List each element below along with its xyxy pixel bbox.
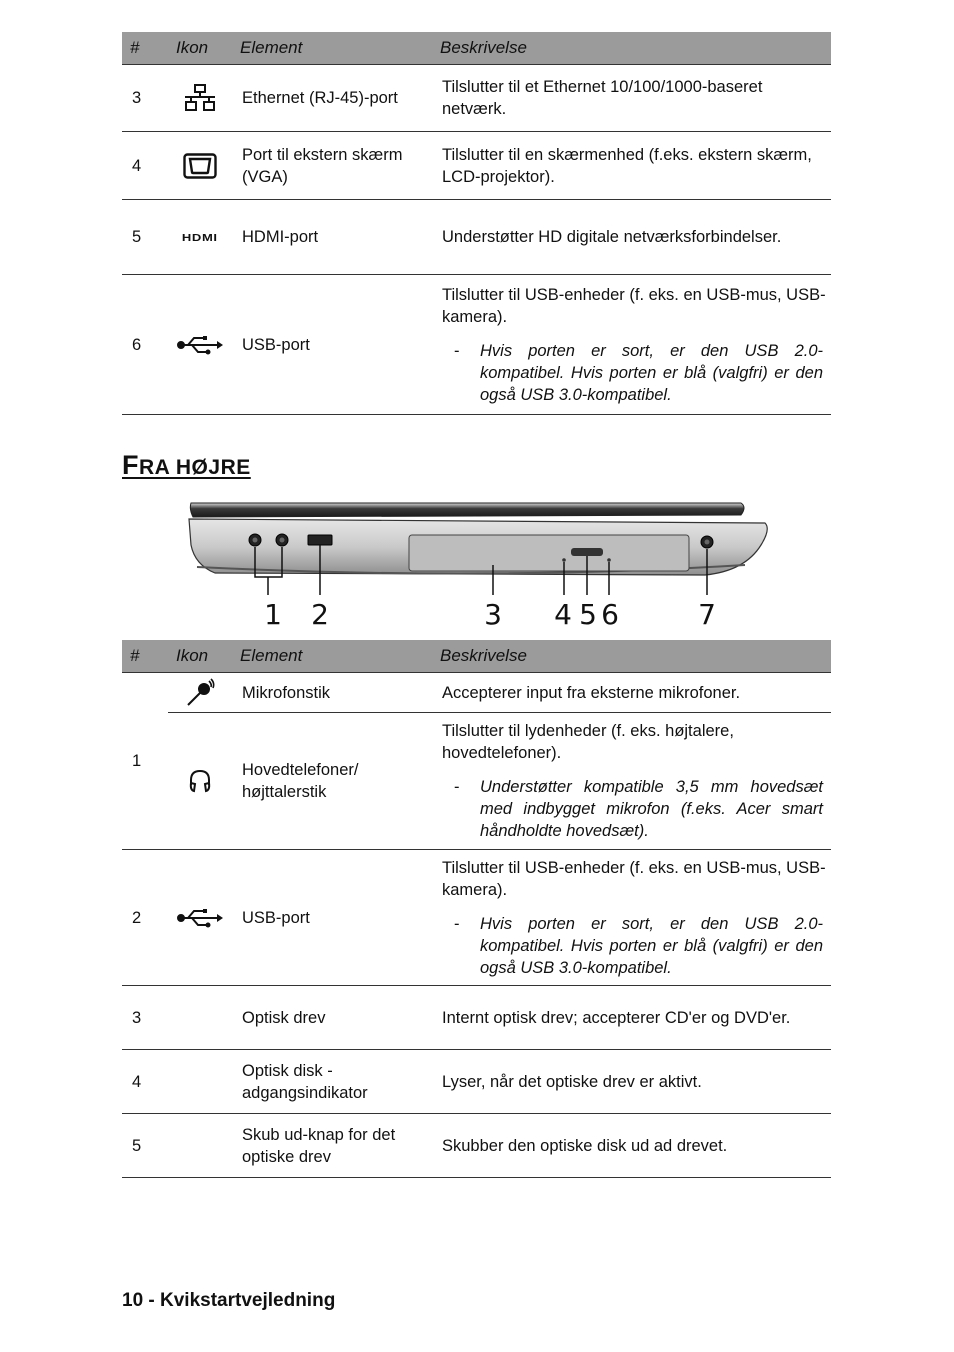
- row-number: 4: [122, 132, 168, 200]
- row-number: 2: [122, 850, 168, 986]
- row-description: Skubber den optiske disk ud ad drevet.: [432, 1114, 831, 1178]
- section-title-initial: F: [122, 450, 139, 480]
- row-element: Skub ud-knap for det optiske drev: [232, 1114, 432, 1178]
- callout-1: 1: [264, 598, 282, 631]
- row-element: Optisk disk - adgangsindikator: [232, 1050, 432, 1114]
- headphones-icon: [188, 768, 212, 794]
- ports-table-right-side: [122, 640, 831, 1178]
- note: [442, 913, 827, 979]
- row-description: Tilslutter til et Ethernet 10/100/1000-baseret netværk.: [432, 65, 831, 132]
- header-num: #: [122, 32, 168, 65]
- section-title: [122, 450, 251, 481]
- row-number: 3: [122, 65, 168, 132]
- row-number: 6: [122, 275, 168, 415]
- callout-5: 5: [579, 598, 597, 631]
- header-element: Element: [232, 640, 432, 673]
- row-element: Port til ekstern skærm (VGA): [232, 132, 432, 200]
- callout-4: 4: [554, 598, 572, 631]
- row-element: USB-port: [232, 275, 432, 415]
- row-element: HDMI-port: [232, 200, 432, 275]
- microphone-icon: [185, 678, 215, 708]
- table-row: [122, 713, 831, 850]
- table-row: [122, 200, 831, 275]
- table-row: [122, 986, 831, 1050]
- ports-table-top: [122, 32, 831, 415]
- row-number: 4: [122, 1050, 168, 1114]
- note: [442, 776, 827, 842]
- section-title-rest: RA HØJRE: [139, 456, 251, 479]
- note-text: Hvis porten er sort, er den USB 2.0-kompatibel. Hvis porten er blå (valgfri) er den også USB 3.0-kompatibel.: [480, 914, 823, 977]
- row-description: Accepterer input fra eksterne mikrofoner.: [432, 673, 831, 713]
- header-icon: Ikon: [168, 640, 232, 673]
- hdmi-icon: HDMI: [182, 232, 218, 244]
- note: [442, 340, 827, 406]
- laptop-right-side-diagram: [185, 495, 785, 635]
- row-number: 5: [122, 200, 168, 275]
- row-number: 1: [122, 673, 168, 850]
- vga-icon: [183, 153, 217, 179]
- page-footer: 10 - Kvikstartvejledning: [122, 1290, 336, 1311]
- callout-3: 3: [484, 598, 502, 631]
- row-description: Tilslutter til en skærmenhed (f.eks. ekstern skærm, LCD-projektor).: [432, 132, 831, 200]
- table-row: [122, 65, 831, 132]
- row-description: Lyser, når det optiske drev er aktivt.: [432, 1050, 831, 1114]
- table-row: [122, 1050, 831, 1114]
- row-element: Optisk drev: [232, 986, 432, 1050]
- table-header: [122, 32, 831, 65]
- usb-icon: [177, 907, 223, 929]
- callout-2: 2: [311, 598, 329, 631]
- table-header: [122, 640, 831, 673]
- header-element: Element: [232, 32, 432, 65]
- callout-7: 7: [698, 598, 716, 631]
- header-icon: Ikon: [168, 32, 232, 65]
- header-description: Beskrivelse: [432, 32, 831, 65]
- note-dash: -: [454, 778, 460, 796]
- row-description: Tilslutter til USB-enheder (f. eks. en USB-mus, USB-kamera).: [442, 285, 826, 326]
- note-text: Understøtter kompatible 3,5 mm hovedsæt med indbygget mikrofon (f.eks. Acer smart håndholdte hovedsæt).: [480, 778, 823, 840]
- note-text: Hvis porten er sort, er den USB 2.0-kompatibel. Hvis porten er blå (valgfri) er den også USB 3.0-kompatibel.: [480, 341, 823, 404]
- table-row: [122, 673, 831, 713]
- header-num: #: [122, 640, 168, 673]
- table-row: [122, 850, 831, 986]
- row-description: Tilslutter til USB-enheder (f. eks. en USB-mus, USB-kamera).: [442, 858, 826, 899]
- row-element: Mikrofonstik: [232, 673, 432, 713]
- ethernet-icon: [183, 84, 217, 112]
- row-element: USB-port: [232, 850, 432, 986]
- note-dash: -: [454, 914, 460, 933]
- row-description: Understøtter HD digitale netværksforbindelser.: [432, 200, 831, 275]
- header-description: Beskrivelse: [432, 640, 831, 673]
- row-element: Ethernet (RJ-45)-port: [232, 65, 432, 132]
- row-description: Tilslutter til lydenheder (f. eks. højtalere, hovedtelefoner).: [442, 722, 734, 762]
- note-dash: -: [454, 341, 460, 360]
- callout-6: 6: [601, 598, 619, 631]
- table-row: [122, 1114, 831, 1178]
- table-row: [122, 275, 831, 415]
- usb-icon: [177, 334, 223, 356]
- table-row: [122, 132, 831, 200]
- row-description: Internt optisk drev; accepterer CD'er og DVD'er.: [432, 986, 831, 1050]
- row-number: 5: [122, 1114, 168, 1178]
- row-element: Hovedtelefoner/ højttalerstik: [232, 713, 432, 850]
- row-number: 3: [122, 986, 168, 1050]
